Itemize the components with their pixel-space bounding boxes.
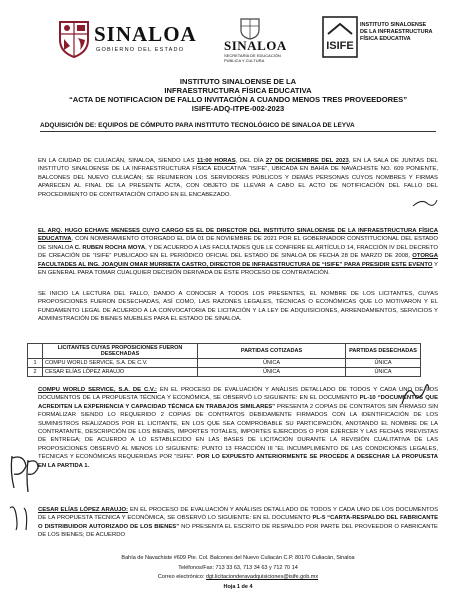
p5-bidder: CESAR ELÍAS LÓPEZ ARAUJO: (38, 507, 128, 513)
title-line-1: INSTITUTO SINALOENSE DE LA (40, 77, 436, 86)
isife-logo-line1: INSTITUTO SINALOENSE (360, 22, 450, 29)
p1-date: 27 DE DICIEMBRE DEL 2023 (266, 158, 349, 164)
table-header-num (28, 344, 43, 359)
table-row (28, 368, 421, 377)
sepyc-logo-name: SINALOA (224, 38, 287, 54)
bidders-table (27, 343, 421, 377)
footer-email-label: Correo electrónico: (158, 574, 206, 580)
footer-email-line (40, 573, 436, 583)
paragraph-reading: SE INICIO LA LECTURA DEL FALLO, DANDO A CONOCER A TODOS LOS PRESENTES, EL NOMBRE DE LOS LICITANTES, CUYAS PROPOSICIONES FUERON DESECHADAS, ASÍ COMO, LAS RAZONES LEGALES, TÉCNICAS O ECONÓMICAS QUE LO MOTIVARON Y EL FUNDAMENTO LEGAL DE ACUERDO A LA CONVOCATORIA DE LICITACIÓN Y LA LEY DE ADQUISICIONES, ARRENDAMIENTOS, SERVICIOS Y ADMINISTRACIÓN DE BIENES MUEBLES PARA EL ESTADO DE SINALOA. (38, 290, 438, 324)
footer-email: dgt.licitacionderavadquisiciones@isife.gob.mx (206, 574, 318, 580)
table-cell-num: 1 (28, 359, 43, 368)
isife-house-icon (322, 16, 358, 58)
table-cell-num: 2 (28, 368, 43, 377)
handwritten-mark-signature (398, 380, 432, 410)
title-line-2: INFRAESTRUCTURA FÍSICA EDUCATIVA (40, 86, 436, 95)
table-cell-quoted: ÚNICA (198, 359, 346, 368)
document-title-block (40, 77, 436, 113)
p5-text-d: NO PRESENTA EL ESCRITO DE RESPALDO POR PARTE DEL PROVEEDOR O FABRICANTE DE LOS BIENES; DE ACUERDO (38, 524, 438, 538)
sepyc-logo (208, 18, 308, 64)
table-row (28, 359, 421, 368)
p5-text-b: EN EL PROCESO DE EVALUACIÓN Y ANÁLISIS DETALLADO DE TODOS Y CADA UNO DE LOS DOCUMENTOS DE LA PROPUESTA TÉCNICA Y ECONÓMICA, SE OBSERVÓ LO SIGUIENTE: EN EL DOCUMENTO (38, 507, 438, 521)
footer-phones: Teléfonos/Fax: 713 33 63, 713 34 63 y 712 70 14 (40, 564, 436, 574)
p4-document: PL-10 “DOCUMENTOS QUE ACREDITEN LA EXPERIENCIA Y CAPACIDAD TÉCNICA EN TRABAJOS SIMILARES” (38, 395, 438, 409)
p4-bidder: COMPU WORLD SERVICE, S.A. DE C.V.: (38, 387, 157, 393)
isife-logo-text (360, 22, 450, 43)
p1-text-c: , EN LA SALA DE JUNTAS DEL INSTITUTO SINALOENSE DE LA INFRAESTRUCTURA FÍSICA EDUCATIVA “ISIFE”, UBICADA EN BAHÍA DE NAVACHISTE NO. 609 PONIENTE, BALCONES DEL NUEVO CULIACÁN; SE REUNIERON LOS SERVIDORES PÚBLICOS Y DEMÁS PERSONAS CUYOS NOMBRES Y FIRMAS APARECEN AL FINAL DE LA PRESENTE ACTA, CON OBJETO DE LLEVAR A CABO EL ACTO DE NOTIFICACIÓN DEL FALLO DEL PROCEDIMIENTO DE CONTRATACIÓN CITADO EN EL ENCABEZADO. (38, 158, 438, 198)
page-footer (40, 554, 436, 592)
title-line-4: ISIFE-ADQ-ITPE-002-2023 (40, 104, 436, 113)
p1-text-a: EN LA CIUDAD DE CULIACÁN, SINALOA, SIENDO LAS (38, 158, 197, 164)
paragraph-compu-world (38, 386, 438, 470)
paragraph-cesar-lopez (38, 506, 438, 540)
isife-logo-mark: ISIFE (326, 40, 354, 52)
table-cell-bidder: COMPU WORLD SERVICE, S.A. DE C.V. (43, 359, 198, 368)
table-cell-rejected: ÚNICA (346, 368, 421, 377)
table-header-quoted: PARTIDAS COTIZADAS (198, 344, 346, 359)
p1-text-b: , DEL DÍA (236, 158, 266, 164)
p2-text-b: , CON NOMBRAMIENTO OTORGADO EL DÍA 01 DE NOVIEMBRE DE 2021 POR EL GOBERNADOR CONSTITUCIONAL DEL ESTADO DE SINALOA (38, 236, 438, 250)
title-line-3: “ACTA DE NOTIFICACION DE FALLO INVITACIÓN A CUANDO MENOS TRES PROVEEDORES” (40, 95, 436, 104)
handwritten-stroke-mark (410, 196, 440, 210)
table-header-rejected: PARTIDAS DESECHADAS (346, 344, 421, 359)
paragraph-opening (38, 157, 438, 199)
p4-text-b: EN EL PROCESO DE EVALUACIÓN Y ANÁLISIS DETALLADO DE TODOS Y CADA UNO DE LOS DOCUMENTOS DE LA PROPUESTA TÉCNICA Y ECONÓMICA, SE OBSERVÓ LO SIGUIENTE: EN EL DOCUMENTO (38, 387, 438, 401)
sinaloa-logo-name: SINALOA (94, 22, 197, 47)
paragraph-director (38, 227, 438, 277)
table-cell-rejected: ÚNICA (346, 359, 421, 368)
table-header-bidders: LICITANTES CUYAS PROPOSICIONES FUERON DESECHADAS (43, 344, 198, 359)
p2-text-f: Y EN GENERAL PARA TOMAR CUALQUIER DECISIÓN DERIVADA DE ÉSTE PROCESO DE CONTRATACIÓN. (38, 262, 438, 276)
sinaloa-logo-subtitle: GOBIERNO DEL ESTADO (96, 47, 184, 53)
handwritten-initials-signature (4, 452, 44, 532)
sinaloa-gobierno-logo (58, 20, 198, 62)
page-number: Hoja 1 de 4 (40, 583, 436, 592)
p5-document: PL-5 “CARTA-RESPALDO DEL FABRICANTE O DISTRIBUIDOR AUTORIZADO DE LOS BIENES” (38, 515, 438, 529)
table-header-row (28, 344, 421, 359)
footer-address: Bahía de Navachiste #609 Pte. Col. Balcones del Nuevo Culiacán C.P. 80170 Culiacán, Sinaloa (40, 554, 436, 564)
table-cell-quoted: ÚNICA (198, 368, 346, 377)
sinaloa-shield-icon (58, 20, 90, 58)
p4-conclusion: POR LO EXPUESTO ANTERIORMENTE SE PROCEDE A DESECHAR LA PROPUESTA EN LA PARTIDA 1. (38, 454, 438, 468)
isife-logo-line2: DE LA INFRAESTRUCTURA (360, 29, 450, 36)
sepyc-logo-subtitle: SECRETARÍA DE EDUCACIÓN PÚBLICA Y CULTURA (224, 53, 294, 63)
subject-line: ADQUISICIÓN DE: EQUIPOS DE CÓMPUTO PARA INSTITUTO TECNOLÓGICO DE SINALOA DE LEYVA (40, 122, 436, 132)
p2-faculties: OTORGA FACULTADES AL ING. JOAQUIN OMAR MURRIETA CASTRO, DIRECTOR DE INFRAESTRUCTURA DE “ISIFE” PARA PRESIDIR ESTE EVENTO (38, 253, 438, 267)
isife-logo (322, 16, 452, 60)
p4-text-d: PRESENTA 2 COPIAS DE CONTRATOS SIN FIRMASO SIN FORMALIZAR SIENDO LO REQUERIDO 2 COPIAS DE CONTRATOS DEBIDAMENTE FIRMADOS CON LA IDENTIFICACIÓN DE LOS SUMINISTROS REALIZADOS POR EL LICITANTE, EN LOS QUE SEA COMPROBABLE SU PARTICIPACIÓN, ANOTANDO EL NOMBRE DE LA CONTRATANTE, DESCRIPCIÓN DE LOS BIENES, IMPORTES TOTALES, IMPORTES EJERCIDOS O POR EJERCER Y LAS FECHAS PREVISTAS DE ENTREGA; DE ACUERDO A LO ESTABLECIDO EN LAS BASES DE LICITACIÓN DURANTE LA REVISIÓN CUALITATIVA DE LAS PROPOSICIONES OBSERVÓ AL MENOS LO SIGUIENTE: PUNTO 13 FRACCIÓN III “EL INCUMPLIMIENTO DE LAS CONDICIONES LEGALES, TÉCNICAS Y ECONÓMICAS REQUERIDAS POR “ISIFE”. (38, 404, 438, 460)
p2-text-d: , Y DE ACUERDO A LAS FACULTADES QUE LE CONFIERE EL ARTÍCULO 14, FRACCIÓN IV DEL DECRETO DE CREACIÓN DE “ISIFE” PUBLICADO EN EL PERIÓDICO OFICIAL DEL ESTADO DE SINALOA DE FECHA 28 DE MARZO DE 2008, (38, 245, 438, 259)
sepyc-shield-icon (240, 18, 260, 40)
table-cell-bidder: CESAR ELÍAS LÓPEZ ARAUJO (43, 368, 198, 377)
isife-logo-line3: FÍSICA EDUCATIVA (360, 36, 450, 43)
p2-text-a: EL ARQ. HUGO ECHAVE MENESES CUYO CARGO ES EL DE DIRECTOR DEL INSTITUTO SINALOENSE DE LA INFRAESTRUCTURA FÍSICA EDUCATIVA (38, 228, 438, 242)
p2-governor: C. RUBEN ROCHA MOYA (75, 245, 145, 251)
p1-time: 11:00 HORAS (197, 158, 236, 164)
